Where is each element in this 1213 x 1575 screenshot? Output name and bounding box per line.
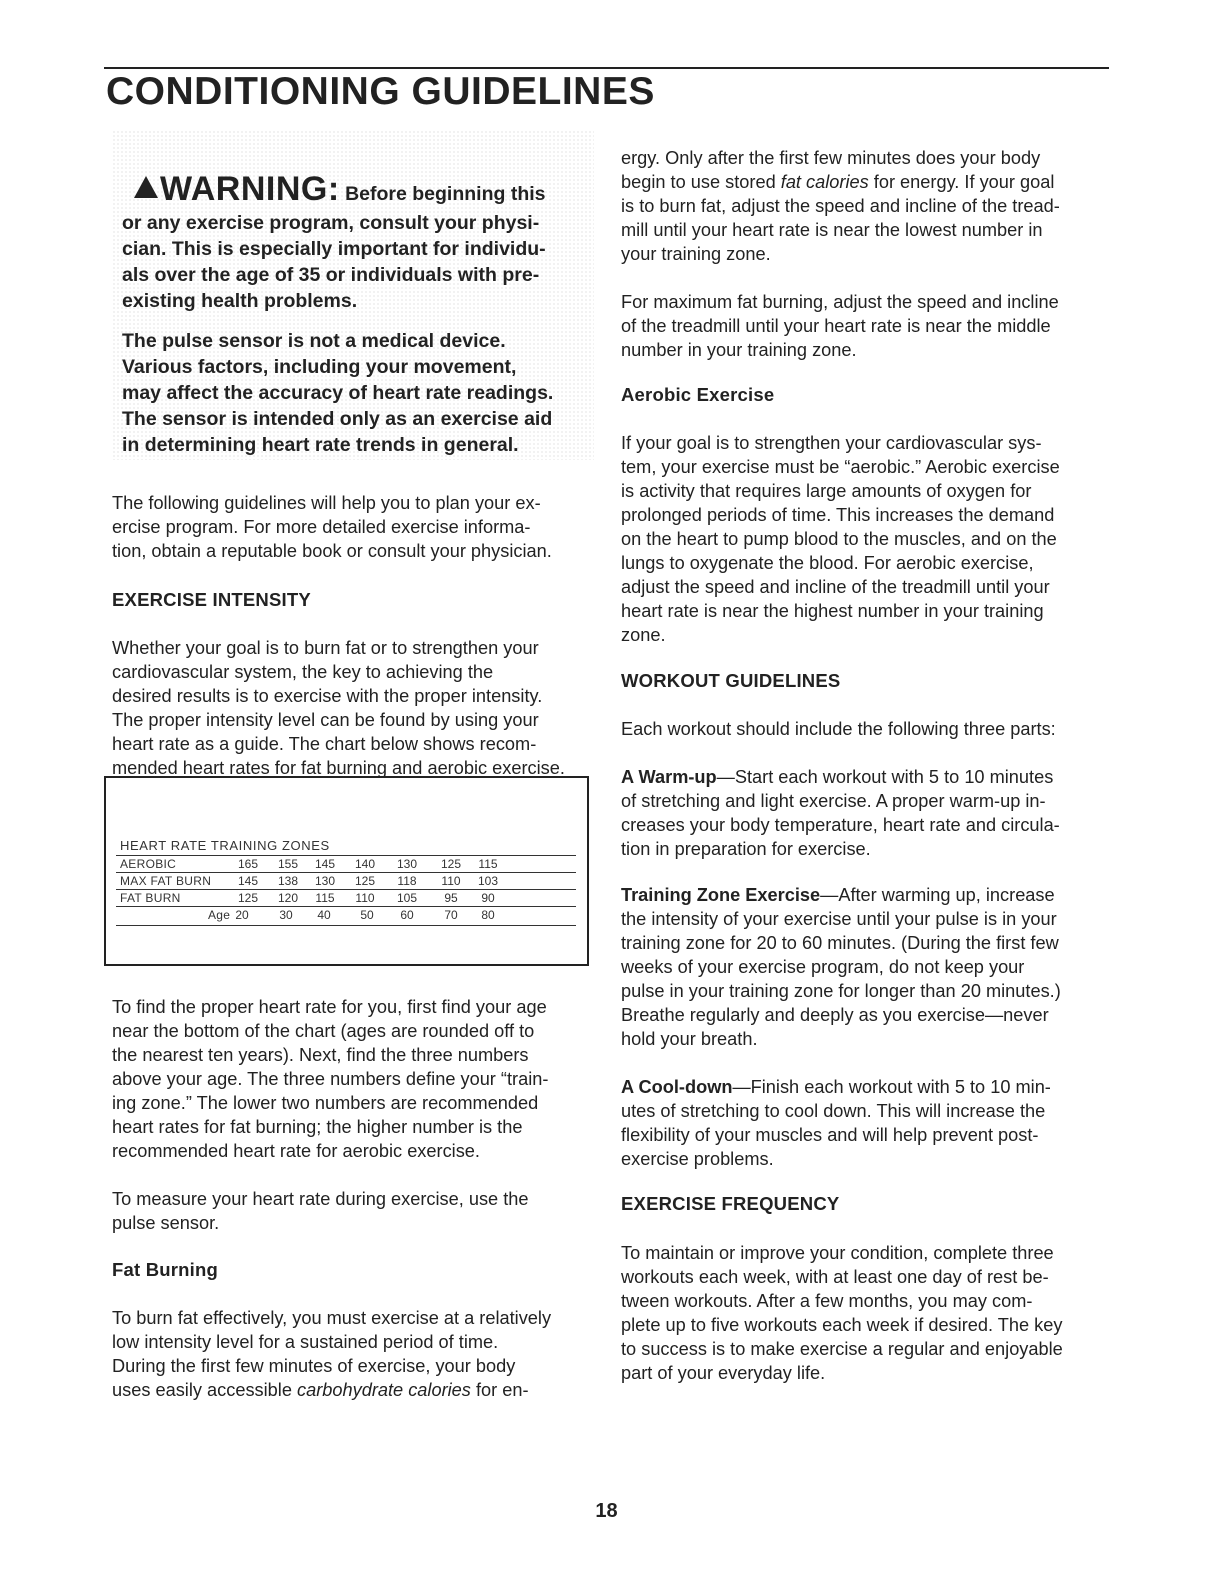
find-rate-line: the nearest ten years). Next, find the three numbers (112, 1045, 529, 1065)
intro-line: tion, obtain a reputable book or consult your physician. (112, 541, 552, 561)
fat-burning-line: ergy. Only after the first few minutes does your body (621, 148, 1041, 168)
warning-text: or any exercise program, consult your physi- (122, 212, 540, 234)
chart-cell: 118 (397, 874, 417, 888)
cooldown-line: utes of stretching to cool down. This will increase the (621, 1101, 1046, 1121)
aerobic-line: on the heart to pump blood to the muscles, and on the (621, 529, 1057, 549)
workout-intro: Each workout should include the following three parts: (621, 719, 1056, 739)
chart-row-max-fat-burn (116, 872, 576, 890)
find-rate-line: ing zone.” The lower two numbers are recommended (112, 1093, 539, 1113)
zone-line: hold your breath. (621, 1029, 758, 1049)
aerobic-line: is activity that requires large amounts of oxygen for (621, 481, 1032, 501)
warning-triangle-icon (134, 176, 158, 198)
chart-age-cell: 50 (360, 908, 374, 922)
warning-text: The sensor is intended only as an exercise aid (122, 408, 553, 430)
aerobic-line: prolonged periods of time. This increases the demand (621, 505, 1055, 525)
measure-line: To measure your heart rate during exercise, use the (112, 1189, 529, 1209)
warning-text: in determining heart rate trends in general. (122, 434, 519, 456)
fat-burning-line: During the first few minutes of exercise, your body (112, 1356, 516, 1376)
chart-age-cell: 60 (400, 908, 414, 922)
chart-cell: 110 (441, 874, 461, 888)
intensity-line: Whether your goal is to burn fat or to strengthen your (112, 638, 539, 658)
text-run: —After warming up, increase (820, 885, 1055, 905)
chart-row-age (116, 906, 576, 924)
aerobic-line: heart rate is near the highest number in your training (621, 601, 1044, 621)
chart-cell: 103 (477, 874, 499, 888)
warmup-line: of stretching and light exercise. A proper warm-up in- (621, 791, 1046, 811)
text-run: —Start each workout with 5 to 10 minutes (716, 767, 1054, 787)
warmup-label: A Warm-up (621, 767, 717, 787)
chart-cell: 138 (277, 874, 299, 888)
chart-cell: 130 (314, 874, 336, 888)
section-heading-exercise-intensity: EXERCISE INTENSITY (112, 589, 311, 610)
chart-cell: 95 (444, 891, 458, 905)
frequency-line: to success is to make exercise a regular and enjoyable (621, 1339, 1063, 1359)
warning-text: Before beginning this (339, 183, 546, 205)
frequency-line: workouts each week, with at least one day of rest be- (621, 1267, 1049, 1287)
aerobic-line: tem, your exercise must be “aerobic.” Aerobic exercise (621, 457, 1060, 477)
intensity-line: heart rate as a guide. The chart below shows recom- (112, 734, 537, 754)
warning-text: existing health problems. (122, 290, 358, 312)
chart-age-cell: 20 (235, 908, 249, 922)
chart-age-cell: 80 (481, 908, 495, 922)
warmup-line (621, 765, 1053, 789)
aerobic-line: If your goal is to strengthen your cardiovascular sys- (621, 433, 1042, 453)
chart-cell: 90 (481, 891, 495, 905)
italic-term: carbohydrate calories (297, 1380, 471, 1400)
aerobic-line: lungs to oxygenate the blood. For aerobic exercise, (621, 553, 1034, 573)
text-run: for en- (470, 1380, 529, 1400)
zone-line (621, 883, 1055, 907)
heart-rate-chart (104, 776, 589, 966)
intensity-line: desired results is to exercise with the proper intensity. (112, 686, 543, 706)
max-fat-line: number in your training zone. (621, 340, 857, 360)
cooldown-line: flexibility of your muscles and will help prevent post- (621, 1125, 1039, 1145)
title-rule (104, 67, 1109, 69)
chart-cell: 125 (440, 857, 462, 871)
find-rate-line: above your age. The three numbers define your “train- (112, 1069, 549, 1089)
page-number: 18 (595, 1500, 618, 1522)
chart-age-label: Age (208, 908, 231, 922)
fat-burning-line: is to burn fat, adjust the speed and incline of the tread- (621, 196, 1060, 216)
measure-line: pulse sensor. (112, 1213, 220, 1233)
find-rate-line: heart rates for fat burning; the higher number is the (112, 1117, 523, 1137)
chart-age-cell: 40 (317, 908, 331, 922)
intensity-line: cardiovascular system, the key to achieving the (112, 662, 494, 682)
chart-divider (116, 925, 576, 926)
warning-text: may affect the accuracy of heart rate readings. (122, 382, 554, 404)
section-heading-workout-guidelines: WORKOUT GUIDELINES (621, 670, 841, 691)
intro-line: The following guidelines will help you to plan your ex- (112, 493, 541, 513)
chart-age-cell: 30 (279, 908, 293, 922)
find-rate-line: near the bottom of the chart (ages are rounded off to (112, 1021, 535, 1041)
section-heading-aerobic: Aerobic Exercise (621, 384, 775, 405)
fat-burning-line: mill until your heart rate is near the lowest number in (621, 220, 1043, 240)
frequency-line: plete up to five workouts each week if desired. The key (621, 1315, 1063, 1335)
page-title: CONDITIONING GUIDELINES (106, 70, 655, 113)
zone-line: the intensity of your exercise until your pulse is in your (621, 909, 1057, 929)
warning-text: Various factors, including your movement, (122, 356, 517, 378)
warning-text: The pulse sensor is not a medical device. (122, 330, 506, 352)
warmup-line: creases your body temperature, heart rate and circula- (621, 815, 1060, 835)
chart-row-label: MAX FAT BURN (120, 874, 212, 888)
fat-burning-line (112, 1378, 529, 1402)
aerobic-line: adjust the speed and incline of the treadmill until your (621, 577, 1050, 597)
frequency-line: tween workouts. After a few months, you may com- (621, 1291, 1033, 1311)
frequency-line: part of your everyday life. (621, 1363, 826, 1383)
italic-term: fat calories (780, 172, 869, 192)
text-run: for energy. If your goal (868, 172, 1055, 192)
section-heading-fat-burning: Fat Burning (112, 1259, 218, 1280)
max-fat-line: For maximum fat burning, adjust the speed and incline (621, 292, 1059, 312)
aerobic-line: zone. (621, 625, 666, 645)
zone-label: Training Zone Exercise (621, 885, 821, 905)
chart-cell: 125 (354, 874, 376, 888)
chart-cell: 155 (277, 857, 299, 871)
chart-cell: 115 (315, 891, 335, 905)
chart-title: HEART RATE TRAINING ZONES (120, 838, 330, 853)
zone-line: pulse in your training zone for longer than 20 minutes.) (621, 981, 1061, 1001)
text-run: —Finish each workout with 5 to 10 min- (732, 1077, 1051, 1097)
chart-cell: 130 (396, 857, 418, 871)
zone-line: Breathe regularly and deeply as you exercise—never (621, 1005, 1049, 1025)
zone-line: training zone for 20 to 60 minutes. (During the first few (621, 933, 1059, 953)
max-fat-line: of the treadmill until your heart rate is near the middle (621, 316, 1051, 336)
chart-cell: 165 (237, 857, 259, 871)
chart-cell: 125 (237, 891, 259, 905)
chart-row-label: AEROBIC (120, 857, 177, 871)
chart-age-cell: 70 (444, 908, 458, 922)
chart-row-aerobic (116, 855, 576, 873)
chart-cell: 145 (314, 857, 336, 871)
warning-box (112, 130, 594, 460)
find-rate-line: recommended heart rate for aerobic exercise. (112, 1141, 480, 1161)
chart-cell: 105 (396, 891, 418, 905)
intensity-line: mended heart rates for fat burning and aerobic exercise. (112, 758, 565, 778)
cooldown-line (621, 1075, 1051, 1099)
cooldown-line: exercise problems. (621, 1149, 774, 1169)
warning-first-line (134, 170, 546, 209)
section-heading-exercise-frequency: EXERCISE FREQUENCY (621, 1193, 840, 1214)
text-run: begin to use stored (621, 172, 781, 192)
warning-text: als over the age of 35 or individuals with pre- (122, 264, 540, 286)
intro-line: ercise program. For more detailed exercise informa- (112, 517, 531, 537)
fat-burning-line (621, 170, 1054, 194)
chart-cell: 110 (355, 891, 375, 905)
chart-cell: 145 (237, 874, 259, 888)
chart-row-fat-burn (116, 889, 576, 907)
chart-cell: 115 (478, 857, 498, 871)
text-run: uses easily accessible (112, 1380, 297, 1400)
warning-text: cian. This is especially important for individu- (122, 238, 546, 260)
chart-row-label: FAT BURN (120, 891, 181, 905)
frequency-line: To maintain or improve your condition, complete three (621, 1243, 1054, 1263)
warmup-line: tion in preparation for exercise. (621, 839, 871, 859)
cooldown-label: A Cool-down (621, 1077, 733, 1097)
zone-line: weeks of your exercise program, do not keep your (621, 957, 1025, 977)
fat-burning-line: low intensity level for a sustained period of time. (112, 1332, 499, 1352)
warning-label: WARNING: (160, 170, 340, 208)
chart-cell: 120 (277, 891, 299, 905)
fat-burning-line: your training zone. (621, 244, 771, 264)
fat-burning-line: To burn fat effectively, you must exercise at a relatively (112, 1308, 552, 1328)
intensity-line: The proper intensity level can be found by using your (112, 710, 539, 730)
chart-cell: 140 (354, 857, 376, 871)
find-rate-line: To find the proper heart rate for you, first find your age (112, 997, 547, 1017)
